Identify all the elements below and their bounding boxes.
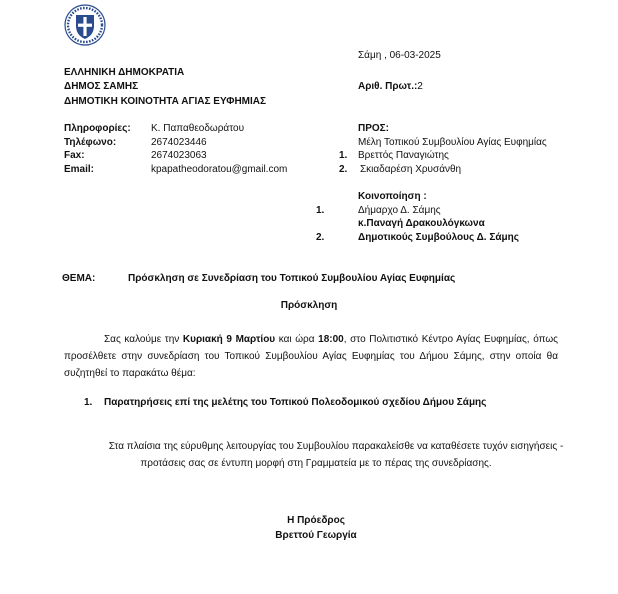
org-line-3: ΔΗΜΟΤΙΚΗ ΚΟΙΝΟΤΗΤΑ ΑΓΙΑΣ ΕΥΦΗΜΙΑΣ bbox=[64, 96, 267, 107]
protocol-label: Αριθ. Πρωτ.: bbox=[358, 81, 418, 92]
p1-pre: Σας καλούμε την bbox=[104, 334, 183, 345]
p1-post: , στο Πολιτιστικό Κέντρο Αγίας Ευφημίας, όπως προσέλθετε στην συνεδρίαση του Τοπικού Συμβουλίου Αγίας Ευφημίας του Δήμου Σάμης, στην οποία θα συζητηθεί το παρακάτω θέμα: bbox=[64, 334, 558, 379]
phone-label: Τηλέφωνο: bbox=[64, 137, 117, 148]
info-value: Κ. Παπαθεοδωράτου bbox=[151, 123, 245, 134]
p1-mid: και ώρα bbox=[275, 334, 319, 345]
to-item-1-num: 1. bbox=[339, 150, 348, 161]
protocol-number bbox=[358, 81, 423, 92]
cc-label: Κοινοποίηση : bbox=[358, 191, 427, 202]
email-label: Email: bbox=[64, 164, 95, 175]
fax-label: Fax: bbox=[64, 150, 85, 161]
to-item-2-num: 2. bbox=[339, 164, 348, 175]
cc-item-1-num: 1. bbox=[316, 205, 325, 216]
to-item-1-name: Βρεττός Παναγιώτης bbox=[358, 150, 449, 161]
cc-item-1-line1: Δήμαρχο Δ. Σάμης bbox=[358, 205, 441, 216]
email-value: kpapatheodoratou@gmail.com bbox=[151, 164, 288, 175]
subject-text: Πρόσκληση σε Συνεδρίαση του Τοπικού Συμβουλίου Αγίας Ευφημίας bbox=[128, 273, 456, 284]
to-group: Μέλη Τοπικού Συμβουλίου Αγίας Ευφημίας bbox=[358, 137, 547, 148]
meeting-day: Κυριακή 9 Μαρτίου bbox=[182, 334, 276, 345]
signature-title: Η Πρόεδρος bbox=[287, 515, 345, 526]
place-date: Σάμη , 06-03-2025 bbox=[358, 50, 441, 61]
phone-value: 2674023446 bbox=[151, 137, 207, 148]
protocol-value: 2 bbox=[417, 81, 423, 92]
submission-paragraph-line-2: προτάσεις σας σε έντυπη μορφή στη Γραμματεία με το πέρας της συνεδρίασης. bbox=[140, 458, 492, 469]
to-item-2-name: Σκιαδαρέση Χρυσάνθη bbox=[360, 164, 462, 175]
body-heading: Πρόσκληση bbox=[280, 300, 338, 311]
invitation-paragraph bbox=[64, 331, 558, 382]
cc-item-2-num: 2. bbox=[316, 232, 325, 243]
fax-value: 2674023063 bbox=[151, 150, 207, 161]
cc-item-1-line2: κ.Παναγή Δρακουλόγκωνα bbox=[358, 218, 485, 229]
submission-paragraph-line-1: Στα πλαίσια της εύρυθμης λειτουργίας του Συμβουλίου παρακαλείσθε να καταθέσετε τυχόν εισηγήσεις - bbox=[108, 441, 564, 452]
to-label: ΠΡΟΣ: bbox=[358, 123, 390, 134]
meeting-time: 18:00 bbox=[318, 334, 344, 345]
signature-name: Βρεττού Γεωργία bbox=[275, 530, 357, 541]
agenda-item-text: Παρατηρήσεις επί της μελέτης του Τοπικού Πολεοδομικού σχεδίου Δήμου Σάμης bbox=[104, 397, 487, 408]
org-line-2: ΔΗΜΟΣ ΣΑΜΗΣ bbox=[64, 81, 139, 92]
org-line-1: ΕΛΛΗΝΙΚΗ ΔΗΜΟΚΡΑΤΙΑ bbox=[64, 67, 185, 78]
cc-item-2-line1: Δημοτικούς Συμβούλους Δ. Σάμης bbox=[358, 232, 519, 243]
info-label: Πληροφορίες: bbox=[64, 123, 131, 134]
greek-coat-of-arms-icon bbox=[64, 4, 106, 46]
subject-label: ΘΕΜΑ: bbox=[62, 273, 96, 284]
agenda-item-num: 1. bbox=[84, 397, 93, 408]
